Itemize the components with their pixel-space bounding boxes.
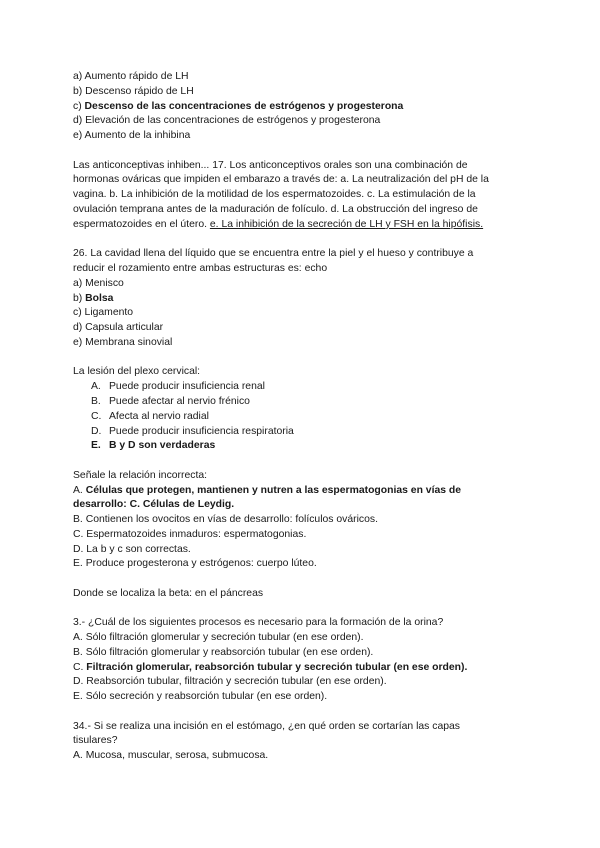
option-c: c) Ligamento [73, 307, 134, 319]
list-text: Puede producir insuficiencia renal [109, 381, 265, 393]
list-text: B y D son verdaderas [109, 440, 216, 452]
beta-note: Donde se localiza la beta: en el páncreas [73, 587, 264, 599]
list-item [73, 380, 533, 395]
question-17-paragraph [73, 159, 533, 233]
option-c-prefix: C. [73, 661, 87, 673]
list-text: Afecta al nervio radial [109, 410, 209, 422]
option-c: C. Espermatozoides inmaduros: espermatogonias. [73, 528, 307, 540]
option-b-answer: Bolsa [85, 292, 114, 304]
option-c-answer: Filtración glomerular, reabsorción tubular y secreción tubular (en ese orden). [86, 661, 468, 673]
question-26 [73, 247, 533, 351]
list-letter: B. [91, 395, 101, 407]
list-letter: C. [91, 410, 102, 422]
question-34 [73, 720, 533, 764]
option-d: D. Reabsorción tubular, filtración y secreción tubular (en ese orden). [73, 676, 387, 688]
paragraph-line-plain: espermatozoides en el útero. [73, 218, 210, 230]
list-text: Puede afectar al nervio frénico [109, 395, 250, 407]
question-stem: 3.- ¿Cuál de los siguientes procesos es necesario para la formación de la orina? [73, 617, 444, 629]
question-stem-line: 34.- Si se realiza una incisión en el estómago, ¿en qué orden se cortarían las capas [73, 720, 460, 732]
option-b: b) Descenso rápido de LH [73, 85, 194, 97]
list-letter: E. [91, 440, 101, 452]
option-a [73, 484, 533, 499]
question-3 [73, 616, 533, 705]
option-a-answer: Células que protegen, mantienen y nutren a las espermatogonias en vías de [85, 484, 462, 496]
list-item [73, 410, 533, 425]
question-stem: Señale la relación incorrecta: [73, 469, 207, 481]
question-stem-line: 26. La cavidad llena del líquido que se encuentra entre la piel y el hueso y contribuye a [73, 248, 474, 260]
option-c [73, 100, 533, 115]
question-relacion-incorrecta [73, 469, 533, 573]
option-a: a) Menisco [73, 277, 124, 289]
option-b: B. Sólo filtración glomerular y reabsorción tubular (en ese orden). [73, 646, 374, 658]
option-a-answer-continued: desarrollo: C. Células de Leydig. [73, 499, 235, 511]
option-b: B. Contienen los ovocitos en vías de desarrollo: folículos ováricos. [73, 514, 378, 526]
option-a-prefix: A. [73, 484, 86, 496]
question-stem-line: reducir el rozamiento entre ambas estructuras es: echo [73, 262, 328, 274]
option-e: e) Membrana sinovial [73, 336, 173, 348]
option-a: A. Sólo filtración glomerular y secreción tubular (en ese orden). [73, 632, 364, 644]
paragraph-line: vagina. b. La inhibición de la motilidad de los espermatozoides. c. La estimulación de la [73, 189, 476, 201]
option-d: d) Capsula articular [73, 322, 164, 334]
question-stem: La lesión del plexo cervical: [73, 366, 201, 378]
paragraph-line: ovulación temprana antes de la maduración de folículo. d. La obstrucción del ingreso de [73, 203, 478, 215]
option-c-answer: Descenso de las concentraciones de estrógenos y progesterona [84, 100, 404, 112]
option-c-prefix: c) [73, 100, 85, 112]
list-letter: D. [91, 425, 102, 437]
option-b [73, 292, 533, 307]
option-c [73, 661, 533, 676]
list-text: Puede producir insuficiencia respiratoria [109, 425, 294, 437]
paragraph-line: hormonas ováricas que impiden el embarazo a través de: a. La neutralización del pH de la [73, 174, 489, 186]
question-plexo-cervical [73, 365, 533, 454]
option-d: d) Elevación de las concentraciones de estrógenos y progesterona [73, 115, 381, 127]
paragraph-line: Las anticonceptivas inhiben... 17. Los anticonceptivos orales son una combinación de [73, 159, 468, 171]
option-a: A. Mucosa, muscular, serosa, submucosa. [73, 750, 269, 762]
document-content [73, 70, 533, 764]
option-e: E. Produce progesterona y estrógenos: cuerpo lúteo. [73, 558, 317, 570]
option-e: e) Aumento de la inhibina [73, 130, 191, 142]
list-item [73, 395, 533, 410]
option-e: E. Sólo secreción y reabsorción tubular (en ese orden). [73, 691, 328, 703]
underlined-answer: e. La inhibición de la secreción de LH y FSH en la hipófisis. [209, 218, 484, 230]
question-1-options [73, 70, 533, 144]
option-b-prefix: b) [73, 292, 86, 304]
option-a: a) Aumento rápido de LH [73, 71, 189, 82]
list-letter: A. [91, 381, 101, 393]
option-d: D. La b y c son correctas. [73, 543, 191, 555]
paragraph-line [73, 218, 533, 233]
list-item-answer [73, 439, 533, 454]
list-item [73, 425, 533, 440]
question-stem-line: tisulares? [73, 735, 118, 747]
